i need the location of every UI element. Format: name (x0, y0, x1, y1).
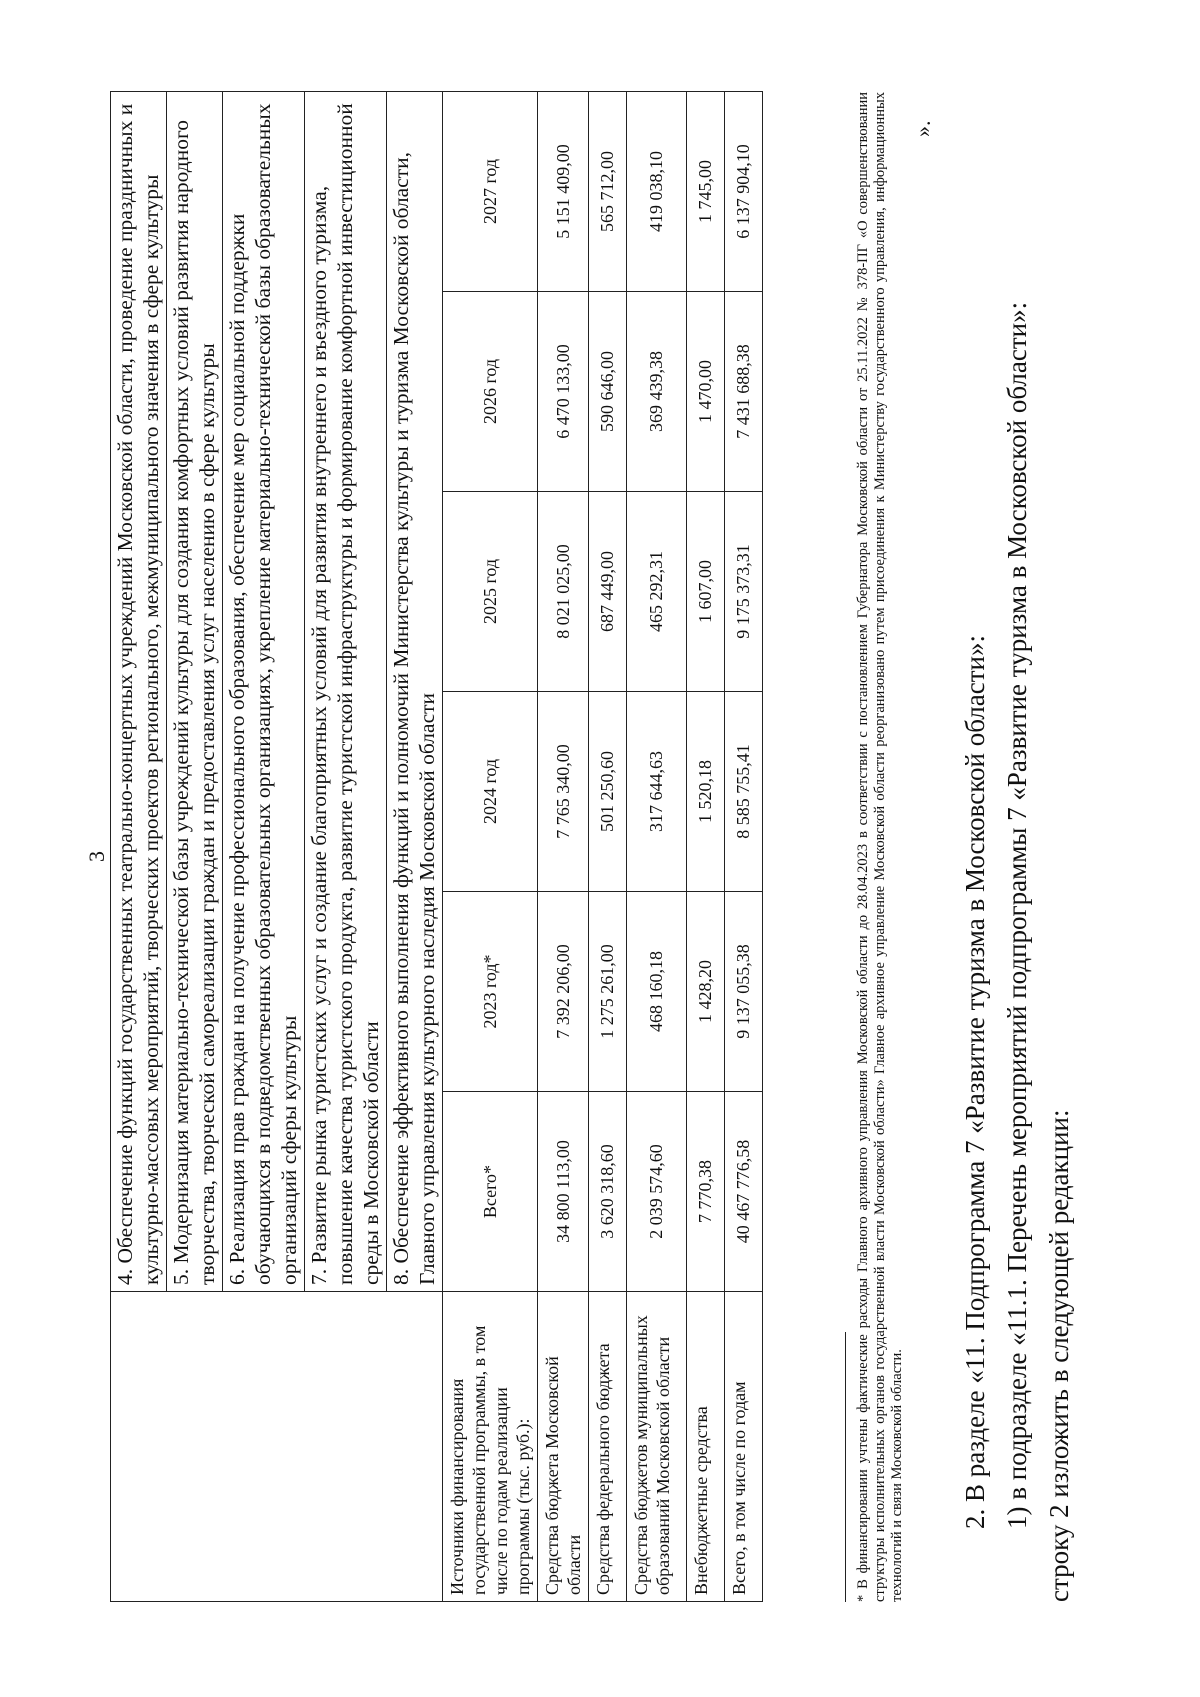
financing-table (110, 91, 763, 1602)
cell-value: 369 439,38 (627, 292, 687, 492)
cell-value: 3 620 318,60 (589, 1092, 627, 1292)
cell-value: 6 470 133,00 (538, 292, 589, 492)
cell-value: 7 392 206,00 (538, 892, 589, 1092)
table-row-total (725, 92, 763, 1602)
column-header: Всего* (443, 1092, 538, 1292)
cell-value: 7 770,38 (687, 1092, 725, 1292)
cell-value: 1 520,18 (687, 692, 725, 892)
closing-quote-mark: ». (910, 120, 935, 137)
cell-value: 501 250,60 (589, 692, 627, 892)
page-number: 3 (84, 851, 109, 862)
footnote: * В финансировании учтены фактические расходы Главного архивного управления Московской области до 28.04.2023 в соответствии с постановлением Губернатора Московской области от 25.11.2022 № 378-ПГ «О совершенствовании структуры исполнительных органов государственной власти Московской области» Главное архивное управление Московской области реорганизовано путем присоединения к Министерству государственного управления, информационных технологий и связи Московской области. (855, 92, 905, 1602)
cell-value: 1 745,00 (687, 92, 725, 292)
table-row (687, 92, 725, 1602)
task-item: 4. Обеспечение функций государственных театрально-концертных учреждений Московской области, проведение праздничных и культурно-массовых мероприятий, творческих проектов регионального, межмуниципального значения в сфере культуры (111, 92, 167, 1291)
table-row (538, 92, 589, 1602)
column-header: 2025 год (443, 492, 538, 692)
cell-value: 419 038,10 (627, 92, 687, 292)
tasks-empty-cell (111, 1292, 443, 1602)
cell-value: 8 585 755,41 (725, 692, 763, 892)
cell-value: 1 275 261,00 (589, 892, 627, 1092)
cell-value: 34 800 113,00 (538, 1092, 589, 1292)
cell-value: 687 449,00 (589, 492, 627, 692)
task-item: 7. Развитие рынка туристских услуг и создание благоприятных условий для развития внутреннего и въездного туризма, повышение качества туристского продукта, развитие туристской инфраструктуры и формирование комфортной инвестиционной среды в Московской области (305, 92, 387, 1291)
row-label: Всего, в том числе по годам (725, 1292, 763, 1602)
table-row (589, 92, 627, 1602)
row-label: Средства бюджета Московской области (538, 1292, 589, 1602)
cell-value: 1 428,20 (687, 892, 725, 1092)
table-header-row (443, 92, 538, 1602)
cell-value: 6 137 904,10 (725, 92, 763, 292)
column-header: 2024 год (443, 692, 538, 892)
cell-value: 468 160,18 (627, 892, 687, 1092)
cell-value: 9 175 373,31 (725, 492, 763, 692)
cell-value: 1 607,00 (687, 492, 725, 692)
task-item: 8. Обеспечение эффективного выполнения функций и полномочий Министерства культуры и туризма Московской области, Главного управления культурного наследия Московской области (389, 152, 439, 1285)
paragraph-subsection-1: 1) в подразделе «11.1. Перечень мероприятий подпрограммы 7 «Развитие туризма в Московской области»: (1002, 301, 1032, 1529)
tasks-cell (111, 92, 443, 1292)
cell-value: 465 292,31 (627, 492, 687, 692)
cell-value: 590 646,00 (589, 292, 627, 492)
paragraph-line-2: строку 2 изложить в следующей редакции: (1044, 1109, 1074, 1602)
cell-value: 7 765 340,00 (538, 692, 589, 892)
task-item: 5. Модернизация материально-технической базы учреждений культуры для создания комфортных условий развития народного творчества, творческой самореализации граждан и предоставления услуг населению в сфере культуры (167, 92, 223, 1291)
column-header: 2026 год (443, 292, 538, 492)
cell-value: 317 644,63 (627, 692, 687, 892)
cell-value: 40 467 776,58 (725, 1092, 763, 1292)
row-label: Внебюджетные средства (687, 1292, 725, 1602)
task-item: 6. Реализация прав граждан на получение профессионального образования, обеспечение мер социальной поддержки обучающихся в подведомственных образовательных организациях, укрепление материально-технической базы образовательных организаций сферы культуры (223, 92, 305, 1291)
financing-sources-label: Источники финансирования государственной программы, в том числе по годам реализации программы (тыс. руб.): (443, 1292, 538, 1602)
row-label: Средства бюджетов муниципальных образований Московской области (627, 1292, 687, 1602)
cell-value: 5 151 409,00 (538, 92, 589, 292)
cell-value: 9 137 055,38 (725, 892, 763, 1092)
column-header: 2023 год* (443, 892, 538, 1092)
table-row (627, 92, 687, 1602)
cell-value: 7 431 688,38 (725, 292, 763, 492)
cell-value: 2 039 574,60 (627, 1092, 687, 1292)
cell-value: 8 021 025,00 (538, 492, 589, 692)
row-label: Средства федерального бюджета (589, 1292, 627, 1602)
column-header: 2027 год (443, 92, 538, 292)
cell-value: 565 712,00 (589, 92, 627, 292)
paragraph-section-2: 2. В разделе «11. Подпрограмма 7 «Развитие туризма в Московской области»: (960, 635, 990, 1529)
cell-value: 1 470,00 (687, 292, 725, 492)
tasks-row (111, 92, 443, 1602)
footnote-divider (845, 1332, 846, 1602)
